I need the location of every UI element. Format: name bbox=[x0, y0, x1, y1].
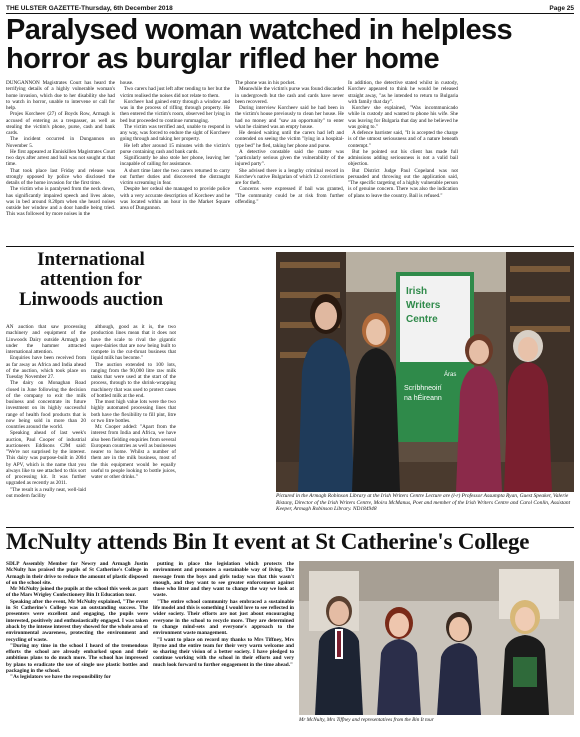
section-rule-1 bbox=[6, 246, 574, 247]
paragraph: He denied waiting until the carers had left and contended on seeing the victim "lying in a hospital-type bed" he fled, taking her phone and purse. bbox=[235, 130, 344, 149]
masthead-paper: THE ULSTER GAZETTE-Thursday, 6th December 2018 bbox=[6, 5, 173, 12]
story1-headline: Paralysed woman watched in helpless horror as burglar rifled her home bbox=[6, 14, 513, 75]
story1-column-1 bbox=[6, 80, 115, 245]
page-number: Page 25 bbox=[549, 5, 574, 12]
sign-text: Scríbhneoirí bbox=[404, 385, 442, 392]
paragraph: Projes Korcheev (27) of Boyds Row, Armagh is accused of entering as a trespasser, as well as stealing the victim's phone, purse, cash and bank cards. bbox=[6, 111, 115, 136]
paragraph: Speaking after the event, Mr McNulty explained, "The event in St Catherine's College was an outstanding success. The presenters were excellent and engaging, the pupils were interested, positively and enthusiastically engaged. I was taken aback by the intense interest they showed for the whole area of environmental awareness, protecting the environment and recycling of waste. bbox=[6, 598, 148, 643]
paragraph: The auction extended to 100 lots, ranging from the 90,000 litre raw milk tanks that were used at the start of the process, through to the shrink-wrapping machinery that was used to protect cases of bottled milk at the end. bbox=[91, 361, 176, 399]
sign-text: Áras bbox=[444, 372, 457, 378]
paragraph: During interview Korcheev said he had been in the victim's house previously to clean her house. He had no money and "saw an opportunity" to enter what he claimed was an empty house. bbox=[235, 105, 344, 130]
sign-text: Centre bbox=[406, 314, 438, 325]
story1-column-2 bbox=[120, 80, 230, 245]
paragraph: "I want to place on record my thanks to Mrs Tiffney, Mrs Byrne and the entire team for their very warm welcome and so sharing their vision of a better society. I have pledged to continue working with the school in their efforts and very much look forward to further engagement in the time ahead." bbox=[153, 636, 294, 668]
paragraph: Two carers had just left after tending to her but the victim realised the noises did not relate to them. bbox=[120, 86, 230, 99]
story2-headline: International attention for Linwoods auction bbox=[18, 249, 164, 310]
paragraph: Enquiries have been received from as far away as Africa and India ahead of the auction, which took place on Tuesday November 27. bbox=[6, 355, 86, 380]
story3-column-2 bbox=[153, 561, 294, 733]
paragraph: The dairy on Monaghan Road closed in June following the decision of the company to exit the milk business and concentrate its future investment on its highly successful range of health food products that is now being sold in more than 20 countries around the world. bbox=[6, 380, 86, 430]
paragraph: Korchev she explained, "Was incommunicado while in custody and wanted to phone his wife. She was leaving for Bulgaria that day and he believed he was going to." bbox=[348, 105, 458, 130]
library-photo bbox=[276, 252, 574, 492]
paragraph: In addition, the detective stated whilst in custody, Korchev appeared to think he would be released straight away, "as he intended to return to Bulgaria with family that day". bbox=[348, 80, 458, 105]
paragraph: Speaking ahead of last week's auction, Paul Cooper of industrial auctioneers Eddisons CJM said: "We're not surprised by the interest. This dairy was purpose-built in 2004 by APV, which is the name that you always like to see attached to this sort of processing kit. It was further upgraded as recently as 2011. bbox=[6, 430, 86, 487]
paragraph: But he pointed out his client has made full admissions adding seriousness is not a valid bail objection. bbox=[348, 148, 458, 168]
paragraph: Concerns were expressed if bail was granted, "The community could be at risk from further offending." bbox=[235, 186, 344, 205]
paragraph: "The result is a really neat, well-laid out modern facility bbox=[6, 486, 86, 499]
paragraph: Mr. Cooper added: "Apart from the interest from India and Africa, we have also been fielding enquiries from several European countries as well as businesses nearer to home. Whilst a number of them are in the milk business, most of the this equipment would be equally useful to people looking to bottle juices, water or other drinks." bbox=[91, 424, 176, 480]
paragraph: The victim was terrified and, unable to respond in any way, was forced to endure the sight of Korcheev going through and taking her property. bbox=[120, 123, 230, 143]
paragraph: A detective constable said the matter was "particularly serious given the vulnerability of the injured party". bbox=[235, 148, 344, 168]
paragraph: house. bbox=[120, 80, 134, 86]
paragraph: Despite her ordeal she managed to provide police with a very accurate description of Korcheev and he was located within an hour in the Market Square area of Dungannon. bbox=[120, 186, 230, 211]
section-rule-2 bbox=[6, 527, 574, 528]
story3-column-1 bbox=[6, 561, 148, 733]
paragraph: He first appeared at Enniskillen Magistrates Court two days after arrest and bail was not sought at that time. bbox=[6, 148, 115, 168]
school-photo-illustration bbox=[299, 561, 574, 715]
paragraph: Meanwhile the victim's purse was found discarded in undergrowth but the cash and cards have never been recovered. bbox=[235, 86, 344, 105]
paragraph: The most high value lots were the two highly automated processing lines that both have the flexibility to fill pint, litre or two litre bottles. bbox=[91, 399, 176, 424]
paragraph: A defence barrister said, "It is accepted the charge is of the utmost seriousness and of a nature beneath contempt." bbox=[348, 130, 458, 149]
story1-column-3 bbox=[235, 80, 344, 245]
paragraph: "The entire school community has embraced a sustainable life model and this is something I would love to see reflected in wider society. Their efforts are not just about encouraging everyone in the school to recycle more. They are determined to change mind-sets and everyone's approach to the environment waste management. bbox=[153, 598, 294, 637]
paragraph: Korcheev had gained entry through a window and was in the process of rifling through property. He then entered the victim's room, observed her lying in bed but proceeded to continue rummaging. bbox=[120, 98, 230, 124]
sign-text: Irish bbox=[406, 286, 428, 297]
paragraph: SDLP Assembly Member for Newry and Armagh Justin McNulty has praised the pupils of St Catherine's College in Armagh in their drive to reduce the amount of plastic disposed of on the school site. bbox=[6, 561, 148, 586]
school-photo bbox=[299, 561, 574, 715]
paragraph: The incident occurred in Dungannon on November 5. bbox=[6, 136, 115, 149]
paragraph: AN auction that saw processing machinery and equipment of the Linwoods Dairy outside Armagh go under the hammer attracted international attention. bbox=[6, 324, 86, 355]
sign-text: Writers bbox=[406, 300, 441, 311]
paragraph: Mr McNulty joined the pupils at the school this week as part of the Mars Wrigley Confectionery Bin It Education tour. bbox=[6, 586, 148, 599]
paragraph: The phone was in his pocket. bbox=[235, 80, 296, 86]
school-photo-caption: Mr McNulty, Mrs Tiffney and representatives from the Bin It tour bbox=[299, 717, 434, 723]
story2-column-2 bbox=[91, 324, 176, 524]
paragraph: "As legislators we have the responsibility for bbox=[10, 674, 111, 681]
paragraph: putting in place the legislation which protects the environment and promotes a sustainable way of living. The message from the boys and girls today was that this wasn't enough, and they want to see greater enforcement against those who litter and they want to change the way we look at waste. bbox=[153, 561, 294, 599]
paragraph: Significantly he also stole her phone, leaving her incapable of calling for assistance. bbox=[120, 155, 230, 168]
paragraph: "During my time in the school I heard of the tremendous efforts the school are already embarked upon and their ambitious plans to do much more. The school has impressed by plans to eradicate the use of single use plastic bottles and packaging in the school. bbox=[6, 642, 148, 675]
paragraph: But District Judge Paul Copeland was not persuaded and throwing out the application said, "The specific targeting of a highly vulnerable person is of genuine concern. There was also the indication of plans to leave the country. Bail is refused." bbox=[348, 167, 458, 199]
paragraph: although, good as it is, the two production lines mean that it does not have the scale to rival the gigantic super-dairies that are now being built to compete in the cut-throat business that liquid milk has become." bbox=[91, 324, 176, 362]
paragraph: He left after around 15 minutes with the victim's purse containing cash and bank cards. bbox=[120, 142, 230, 155]
story3-headline: McNulty attends Bin It event at St Catherine's College bbox=[6, 529, 530, 554]
paragraph: A short time later the two carers returned to carry out further duties and discovered the distraught victim screaming in fear. bbox=[120, 167, 230, 186]
story2-column-1 bbox=[6, 324, 86, 524]
paragraph: That took place last Friday and release was strongly opposed by police who disclosed the details of the home invasion for the first time. bbox=[6, 167, 115, 186]
sign-text: na hÉireann bbox=[404, 395, 442, 402]
story1-column-4 bbox=[348, 80, 458, 245]
paragraph: DUNGANNON Magistrates Court has heard the terrifying details of a highly vulnerable woman's home invasion, which due to her disability she had to watch in horror, unable to intervene or call for help. bbox=[6, 80, 115, 111]
library-photo-caption: Pictured in the Armagh Robinson Library at the Irish Writers Centre Lecture are (l-r) Professor Assumpta Ryan, Guest Speaker, Valerie Bistany, Director of the Irish Writers Centre, Moira McManus, Poet and member of the Irish Writers Centre and Carol Conlin, Assistant Keeper, Armagh Robinson Library. ND184948 bbox=[276, 493, 571, 513]
paragraph: She advised there is a lengthy criminal record in Korchev's native Bulgarian of which 12 convictions are for theft. bbox=[235, 167, 344, 186]
library-photo-illustration bbox=[276, 252, 574, 492]
paragraph: The victim who is paralysed from the neck down, has significantly impaired speech and lives alone, was in bed around 8.20pm when she heard noises outside her window and a door handle being tried. This was followed by more noises in the bbox=[6, 186, 115, 218]
